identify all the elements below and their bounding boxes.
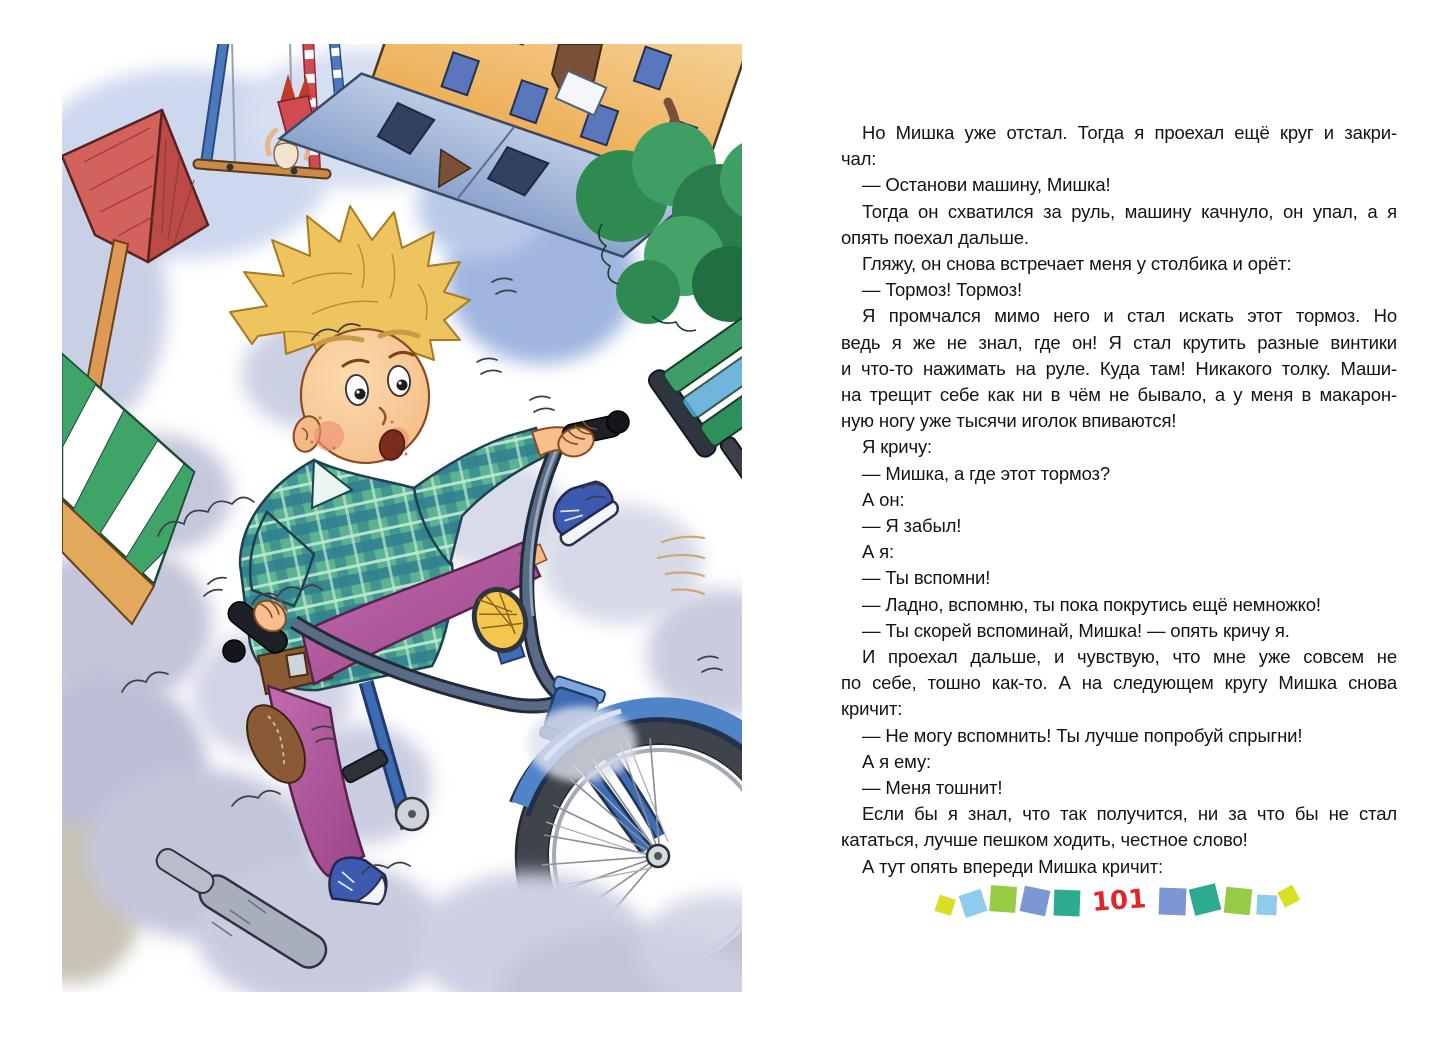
story-text (841, 120, 1397, 880)
paragraph (841, 539, 1397, 565)
paragraph (841, 120, 1397, 172)
decor-square (1054, 890, 1081, 917)
page-footer (841, 878, 1397, 924)
paragraph (841, 251, 1397, 277)
text-line: Тогда он схватился за руль, машину качнуло, он упал, а я (862, 200, 1397, 222)
paragraph (841, 723, 1397, 749)
decor-square (1277, 884, 1300, 907)
footer-squares-right (1159, 888, 1300, 915)
paragraph (841, 487, 1397, 513)
text-line: — Тормоз! Тормоз! (862, 279, 1022, 301)
decor-square (1158, 887, 1186, 915)
paragraph (841, 513, 1397, 539)
text-line: А он: (862, 488, 905, 510)
decor-square (959, 888, 988, 917)
text-line: — Ладно, вспомню, ты пока покрутись ещё немножко! (862, 593, 1321, 615)
paragraph (841, 565, 1397, 591)
paragraph (841, 172, 1397, 198)
paragraph (841, 592, 1397, 618)
decor-square (1223, 887, 1252, 916)
paragraph (841, 854, 1397, 880)
paragraph (841, 434, 1397, 460)
paragraph (841, 461, 1397, 487)
text-line: опять поехал дальше. (841, 226, 1029, 248)
text-line: кричит: (841, 698, 903, 720)
text-line: Но Мишка уже отстал. Тогда я проехал ещё круг и закри- (862, 122, 1397, 143)
text-line: — Не могу вспомнить! Ты лучше попробуй спрыгни! (862, 724, 1303, 746)
paragraph (841, 749, 1397, 775)
text-line: А тут опять впереди Мишка кричит: (862, 855, 1164, 877)
text-line: кататься, лучше пешком ходить, честное слово! (841, 829, 1248, 851)
text-line: — Меня тошнит! (862, 777, 1003, 799)
text-line: И проехал дальше, и чувствую, что мне уже совсем не (862, 646, 1397, 668)
text-line: — Ты скорей вспоминай, Мишка! — опять кричу я. (862, 619, 1290, 641)
text-line: А я: (862, 541, 895, 563)
page-number: 101 (1091, 884, 1148, 918)
text-line: А я ему: (862, 750, 932, 772)
story-illustration (62, 44, 742, 992)
text-line: на трещит себе как ни в чём не бывало, а у меня в макарон- (841, 384, 1397, 406)
text-line: по себе, тошно как-то. А на следующем кругу Мишка снова (841, 672, 1397, 694)
paragraph (841, 618, 1397, 644)
text-line: Я кричу: (862, 436, 933, 458)
footer-squares-left (938, 888, 1080, 914)
paragraph (841, 775, 1397, 801)
paragraph (841, 303, 1397, 434)
decor-square (1020, 886, 1051, 917)
text-line: Я промчался мимо него и стал искать этот тормоз. Но (862, 305, 1397, 327)
text-line: — Мишка, а где этот тормоз? (862, 462, 1111, 484)
decor-square (1188, 883, 1221, 916)
text-line: и что-то нажимать на руле. Куда там! Никакого толку. Маши- (841, 357, 1397, 379)
decor-square (1256, 894, 1277, 915)
text-line: — Ты вспомни! (862, 567, 991, 589)
paragraph (841, 801, 1397, 853)
paragraph (841, 199, 1397, 251)
text-line: Гляжу, он снова встречает меня у столбика и орёт: (862, 253, 1292, 275)
decor-square (990, 885, 1018, 913)
text-line: ную ногу уже тысячи иголок впиваются! (841, 410, 1177, 432)
paragraph (841, 644, 1397, 723)
text-line: — Останови машину, Мишка! (862, 174, 1111, 196)
text-line: чал: (841, 148, 877, 170)
text-line: ведь я же не знал, где он! Я стал крутить разные винтики (841, 331, 1397, 353)
text-line: — Я забыл! (862, 515, 962, 537)
decor-square (935, 894, 956, 915)
text-line: Если бы я знал, что так получится, ни за что бы не стал (862, 803, 1397, 825)
paragraph (841, 277, 1397, 303)
